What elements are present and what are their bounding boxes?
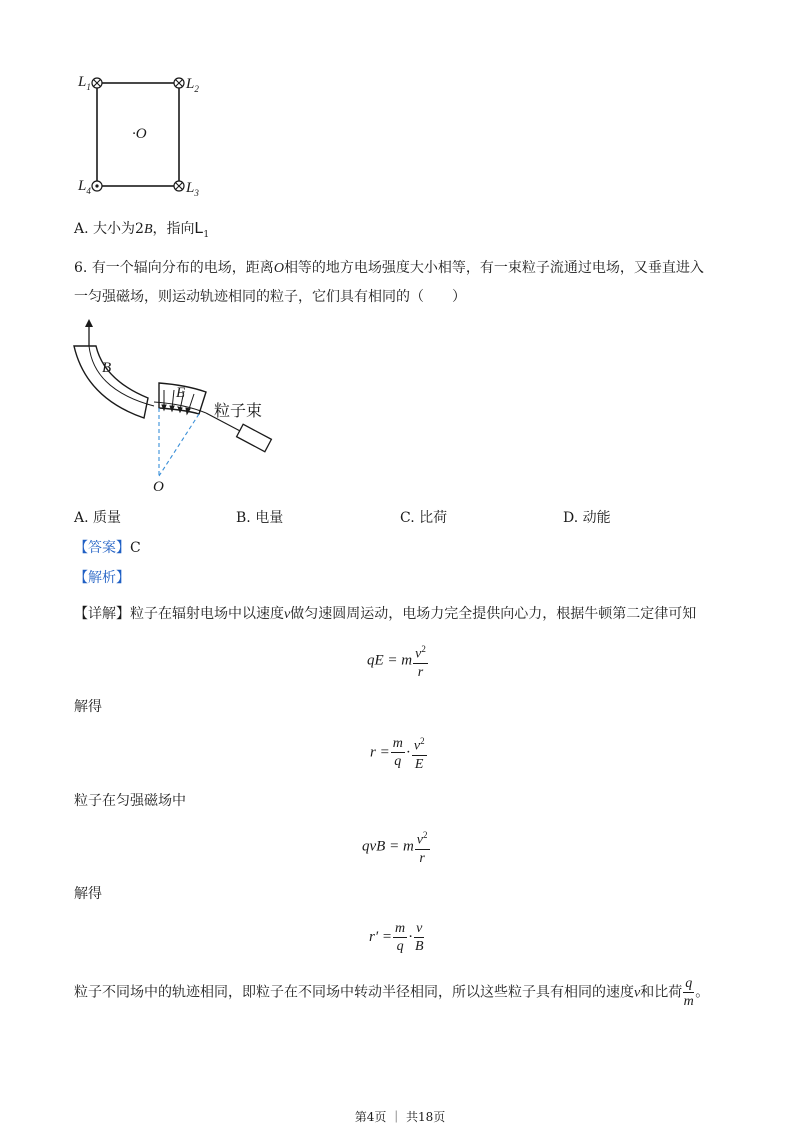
magnetic-region	[74, 346, 148, 418]
label-l2: $L_2$	[186, 76, 199, 94]
label-l3: $L_3$	[186, 180, 199, 198]
label-particle-beam: 粒子束	[214, 401, 263, 420]
label-b: B	[102, 360, 112, 376]
answer-value: C	[130, 540, 141, 556]
particle-source-box	[237, 424, 272, 451]
label-o: O	[153, 479, 164, 495]
wire-into-page-icon-l2	[174, 78, 184, 88]
charge-mass-ratio: $\frac{q}{m}$	[683, 976, 694, 1009]
q6-stem-line1: 6. 有一个辐向分布的电场，距离O相等的地方电场强度大小相等，有一束粒子流通过电场，又垂直进入	[74, 260, 704, 276]
equation-4: r′ = $\frac{m}{q}$ · $\frac{v}{B}$	[369, 921, 424, 954]
analysis-tag: 【解析】	[74, 570, 130, 586]
wire-into-page-icon-l1	[92, 78, 102, 88]
answer-tag: 【答案】	[74, 540, 130, 556]
q6-figure	[66, 318, 286, 498]
label-l1: $L_1$	[78, 74, 91, 92]
field-text: 粒子在匀强磁场中	[74, 793, 186, 809]
q6-stem-line2: 一匀强磁场，则运动轨迹相同的粒子，它们具有相同的（ ）	[74, 289, 466, 305]
wire-square-figure	[70, 70, 210, 200]
q6-option-c: C. 比荷	[400, 510, 448, 526]
q6-option-b: B. 电量	[236, 510, 284, 526]
wire-into-page-icon-l3	[174, 181, 184, 191]
detail-tag: 【详解】	[74, 606, 130, 622]
answer-line	[74, 538, 141, 558]
wire-out-of-page-icon-l4	[92, 181, 102, 191]
equation-1: qE = m $\frac{v^2}{r}$	[367, 641, 429, 681]
conclusion-line: 粒子不同场中的轨迹相同，即粒子在不同场中转动半径相同，所以这些粒子具有相同的速度v和比荷 $\frac{q}{m}$ 。	[74, 976, 710, 1009]
q5-option-a: A. 大小为2B，指向$L_1$	[74, 220, 210, 240]
label-e: E	[176, 385, 186, 401]
label-l4: $L_4$	[78, 178, 91, 196]
page-footer: 第4页 ｜ 共18页	[354, 1110, 446, 1124]
equation-2: r = $\frac{m}{q}$ · $\frac{v^2}{E}$	[370, 733, 428, 773]
q6-option-a: A. 质量	[74, 510, 122, 526]
solve-label-2: 解得	[74, 886, 102, 902]
label-center-o: ·O	[132, 126, 147, 142]
solve-label-1: 解得	[74, 699, 102, 715]
detail-line: 【详解】粒子在辐射电场中以速度v做匀速圆周运动，电场力完全提供向心力，根据牛顿第二定律可知	[74, 606, 697, 622]
equation-3: qvB = m $\frac{v^2}{r}$	[362, 827, 431, 867]
q6-option-d: D. 动能	[563, 510, 611, 526]
